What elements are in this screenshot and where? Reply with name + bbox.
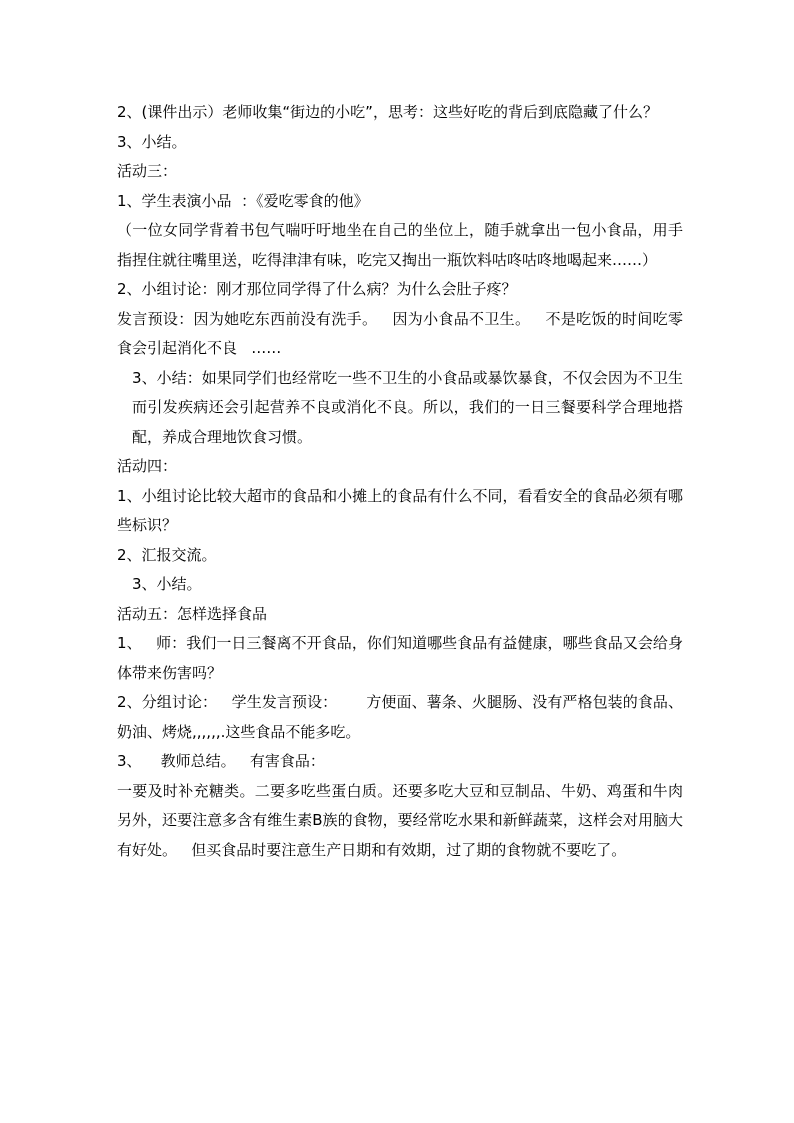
paragraph-courseware: 2、(课件出示）老师收集“街边的小吃”，思考：这些好吃的背后到底隐藏了什么？ xyxy=(117,103,658,121)
paragraph-group-discussion: 2、小组讨论：刚才那位同学得了什么病？为什么会肚子疼？ xyxy=(117,280,517,298)
paragraph-teacher-question: 1、 师：我们一日三餐离不开食品，你们知道哪些食品有益健康，哪些食品又会给身体带来伤害吗？ xyxy=(117,634,683,682)
document-page xyxy=(117,98,683,865)
paragraph-speech-preset: 发言预设：因为她吃东西前没有洗手。 因为小食品不卫生。 不是吃饭的时间吃零食会引起消化不良 …… xyxy=(117,309,683,357)
paragraph-report: 2、汇报交流。 xyxy=(117,545,217,564)
heading-activity-5: 活动五：怎样选择食品 xyxy=(117,604,268,623)
paragraph-summary-1: 3、小结。 xyxy=(117,132,187,151)
heading-activity-4: 活动四： xyxy=(117,457,178,475)
paragraph-skit: 1、学生表演小品 ：《爱吃零食的他》 xyxy=(117,191,369,210)
paragraph-teacher-summary: 3、 教师总结。 有害食品： xyxy=(117,752,325,770)
paragraph-summary-3: 3、小结。 xyxy=(132,575,202,593)
paragraph-group-preset: 2、分组讨论： 学生发言预设： 方便面、薯条、火腿肠、没有严格包装的食品、奶油、烤烧,,,,,,.这些食品不能多吃。 xyxy=(117,693,683,741)
paragraph-nutrition-advice: 一要及时补充糖类。二要多吃些蛋白质。还要多吃大豆和豆制品、牛奶、鸡蛋和牛肉另外，还要注意多含有维生素B族的食物，要经常吃水果和新鲜蔬菜，这样会对用脑大有好处。 但买食品时要注意生产日期和有效期，过了期的食物就不要吃了。 xyxy=(117,781,683,859)
paragraph-compare-food: 1、小组讨论比较大超市的食品和小摊上的食品有什么不同，看看安全的食品必须有哪些标识？ xyxy=(117,486,683,534)
heading-activity-3: 活动三： xyxy=(117,162,178,180)
paragraph-skit-description: （一位女同学背着书包气喘吁吁地坐在自己的坐位上，随手就拿出一包小食品，用手指捏住就往嘴里送，吃得津津有味，吃完又掏出一瓶饮料咕咚咕咚地喝起来……） xyxy=(117,221,683,269)
paragraph-summary-2: 3、小结：如果同学们也经常吃一些不卫生的小食品或暴饮暴食，不仅会因为不卫生而引发疾病还会引起营养不良或消化不良。所以，我们的一日三餐要科学合理地搭配，养成合理地饮食习惯。 xyxy=(132,368,683,446)
